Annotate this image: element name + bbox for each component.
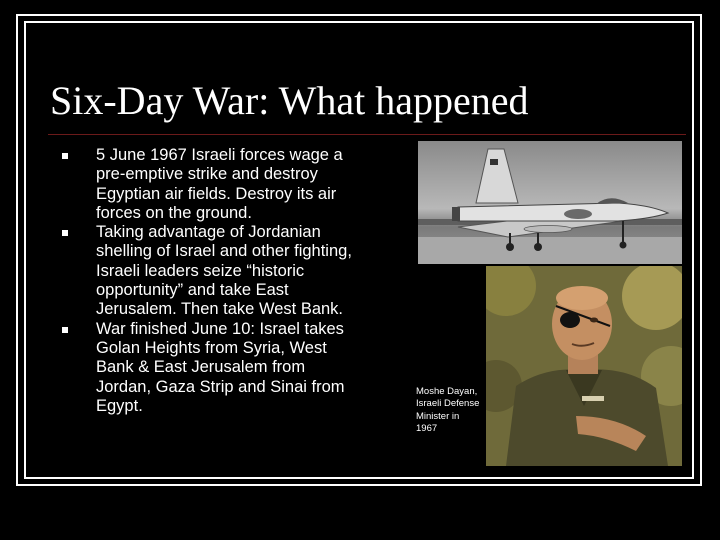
slide-title: Six-Day War: What happened xyxy=(50,78,529,123)
bullet-text: War finished June 10: Israel takes Golan Heights from Syria, West Bank & East Jerusalem from Jordan, Gaza Strip and Sinai from Egypt. xyxy=(96,319,345,415)
bullet-text: Taking advantage of Jordanian shelling of Israel and other fighting, Israeli leaders seize “historic opportunity” and take East Jerusalem. Then take West Bank. xyxy=(96,223,352,319)
bullet-square-icon xyxy=(62,230,68,236)
bullet-item xyxy=(62,146,362,223)
photo-caption: Moshe Dayan, Israeli Defense Minister in 1967 xyxy=(416,386,480,434)
title-divider xyxy=(48,134,686,135)
bullet-text: 5 June 1967 Israeli forces wage a pre-emptive strike and destroy Egyptian air fields. Destroy its air forces on the ground. xyxy=(96,146,343,222)
bullet-item xyxy=(62,223,362,319)
bullet-item xyxy=(62,320,362,416)
jet-fighter-photo xyxy=(418,141,682,264)
bullet-square-icon xyxy=(62,153,68,159)
moshe-dayan-portrait-photo xyxy=(486,266,682,466)
bullet-list xyxy=(62,146,362,416)
bullet-square-icon xyxy=(62,327,68,333)
